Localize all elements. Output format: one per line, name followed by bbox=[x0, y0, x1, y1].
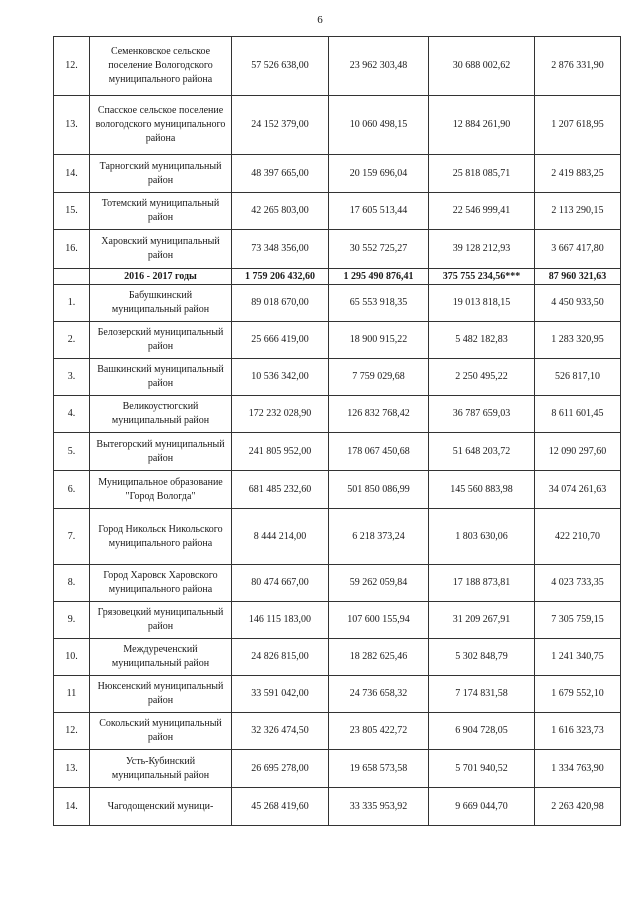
table-row bbox=[54, 96, 621, 155]
amount-local-cell: 1 241 340,75 bbox=[535, 639, 621, 676]
amount-local-cell: 87 960 321,63 bbox=[535, 269, 621, 285]
table-row bbox=[54, 750, 621, 788]
amount-total-cell: 33 591 042,00 bbox=[232, 676, 329, 713]
amount-local-cell: 7 305 759,15 bbox=[535, 602, 621, 639]
amount-local-cell: 1 334 763,90 bbox=[535, 750, 621, 788]
amount-federal-cell: 20 159 696,04 bbox=[329, 155, 429, 193]
row-number-cell: 13. bbox=[54, 96, 90, 155]
municipality-name-cell: Спасское сельское поселение вологодского муниципального района bbox=[90, 96, 232, 155]
municipality-name-cell: Чагодощенский муници- bbox=[90, 788, 232, 826]
row-number-cell: 5. bbox=[54, 433, 90, 471]
municipality-name-cell: Бабушкинский муниципальный район bbox=[90, 285, 232, 322]
municipality-name-cell: Тарногский муниципальный район bbox=[90, 155, 232, 193]
amount-local-cell: 12 090 297,60 bbox=[535, 433, 621, 471]
amount-federal-cell: 18 900 915,22 bbox=[329, 322, 429, 359]
municipality-name-cell: Усть-Кубинский муниципальный район bbox=[90, 750, 232, 788]
amount-total-cell: 146 115 183,00 bbox=[232, 602, 329, 639]
amount-total-cell: 73 348 356,00 bbox=[232, 230, 329, 269]
amount-regional-cell: 2 250 495,22 bbox=[429, 359, 535, 396]
table-row bbox=[54, 788, 621, 826]
amount-regional-cell: 25 818 085,71 bbox=[429, 155, 535, 193]
table-row bbox=[54, 322, 621, 359]
table-row bbox=[54, 193, 621, 230]
amount-federal-cell: 19 658 573,58 bbox=[329, 750, 429, 788]
table-row bbox=[54, 433, 621, 471]
amount-regional-cell: 36 787 659,03 bbox=[429, 396, 535, 433]
amount-federal-cell: 17 605 513,44 bbox=[329, 193, 429, 230]
amount-local-cell: 1 616 323,73 bbox=[535, 713, 621, 750]
municipality-name-cell: Город Харовск Харовского муниципального района bbox=[90, 565, 232, 602]
amount-total-cell: 24 152 379,00 bbox=[232, 96, 329, 155]
amount-regional-cell: 145 560 883,98 bbox=[429, 471, 535, 509]
row-number-cell: 8. bbox=[54, 565, 90, 602]
amount-regional-cell: 31 209 267,91 bbox=[429, 602, 535, 639]
row-number-cell: 12. bbox=[54, 713, 90, 750]
amount-total-cell: 80 474 667,00 bbox=[232, 565, 329, 602]
row-number-cell: 16. bbox=[54, 230, 90, 269]
amount-local-cell: 1 679 552,10 bbox=[535, 676, 621, 713]
amount-local-cell: 422 210,70 bbox=[535, 509, 621, 565]
municipality-name-cell: 2016 - 2017 годы bbox=[90, 269, 232, 285]
table-row bbox=[54, 676, 621, 713]
row-number-cell: 14. bbox=[54, 788, 90, 826]
amount-local-cell: 4 450 933,50 bbox=[535, 285, 621, 322]
row-number-cell: 1. bbox=[54, 285, 90, 322]
amount-total-cell: 57 526 638,00 bbox=[232, 37, 329, 96]
amount-federal-cell: 126 832 768,42 bbox=[329, 396, 429, 433]
municipality-name-cell: Белозерский муниципальный район bbox=[90, 322, 232, 359]
amount-federal-cell: 23 805 422,72 bbox=[329, 713, 429, 750]
amount-local-cell: 4 023 733,35 bbox=[535, 565, 621, 602]
amount-federal-cell: 178 067 450,68 bbox=[329, 433, 429, 471]
table-row bbox=[54, 285, 621, 322]
municipality-name-cell: Муниципальное образование "Город Вологда" bbox=[90, 471, 232, 509]
amount-regional-cell: 375 755 234,56*** bbox=[429, 269, 535, 285]
amount-total-cell: 42 265 803,00 bbox=[232, 193, 329, 230]
amount-total-cell: 241 805 952,00 bbox=[232, 433, 329, 471]
amount-local-cell: 2 876 331,90 bbox=[535, 37, 621, 96]
amount-local-cell: 2 263 420,98 bbox=[535, 788, 621, 826]
municipality-name-cell: Тотемский муниципальный район bbox=[90, 193, 232, 230]
table-row bbox=[54, 639, 621, 676]
amount-federal-cell: 24 736 658,32 bbox=[329, 676, 429, 713]
municipality-name-cell: Грязовецкий муниципальный район bbox=[90, 602, 232, 639]
row-number-cell: 15. bbox=[54, 193, 90, 230]
municipality-name-cell: Вашкинский муниципальный район bbox=[90, 359, 232, 396]
municipality-name-cell: Семенковское сельское поселение Вологодского муниципального района bbox=[90, 37, 232, 96]
page-number: 6 bbox=[317, 14, 323, 26]
row-number-cell bbox=[54, 269, 90, 285]
row-number-cell: 10. bbox=[54, 639, 90, 676]
amount-local-cell: 3 667 417,80 bbox=[535, 230, 621, 269]
amount-regional-cell: 30 688 002,62 bbox=[429, 37, 535, 96]
amount-regional-cell: 22 546 999,41 bbox=[429, 193, 535, 230]
municipality-name-cell: Великоустюгский муниципальный район bbox=[90, 396, 232, 433]
amount-regional-cell: 5 302 848,79 bbox=[429, 639, 535, 676]
amount-local-cell: 34 074 261,63 bbox=[535, 471, 621, 509]
amount-federal-cell: 65 553 918,35 bbox=[329, 285, 429, 322]
row-number-cell: 7. bbox=[54, 509, 90, 565]
amount-regional-cell: 7 174 831,58 bbox=[429, 676, 535, 713]
municipality-name-cell: Харовский муниципальный район bbox=[90, 230, 232, 269]
table-row bbox=[54, 602, 621, 639]
amount-total-cell: 45 268 419,60 bbox=[232, 788, 329, 826]
amount-total-cell: 89 018 670,00 bbox=[232, 285, 329, 322]
amount-federal-cell: 33 335 953,92 bbox=[329, 788, 429, 826]
municipality-name-cell: Вытегорский муниципальный район bbox=[90, 433, 232, 471]
municipality-name-cell: Город Никольск Никольского муниципального района bbox=[90, 509, 232, 565]
municipality-name-cell: Нюксенский муниципальный район bbox=[90, 676, 232, 713]
table-row bbox=[54, 37, 621, 96]
amount-regional-cell: 39 128 212,93 bbox=[429, 230, 535, 269]
row-number-cell: 11 bbox=[54, 676, 90, 713]
amount-total-cell: 172 232 028,90 bbox=[232, 396, 329, 433]
municipality-name-cell: Междуреченский муниципальный район bbox=[90, 639, 232, 676]
row-number-cell: 6. bbox=[54, 471, 90, 509]
table-row bbox=[54, 509, 621, 565]
amount-regional-cell: 5 482 182,83 bbox=[429, 322, 535, 359]
amount-total-cell: 32 326 474,50 bbox=[232, 713, 329, 750]
amount-total-cell: 1 759 206 432,60 bbox=[232, 269, 329, 285]
amount-regional-cell: 12 884 261,90 bbox=[429, 96, 535, 155]
row-number-cell: 9. bbox=[54, 602, 90, 639]
amount-total-cell: 24 826 815,00 bbox=[232, 639, 329, 676]
row-number-cell: 13. bbox=[54, 750, 90, 788]
amount-federal-cell: 501 850 086,99 bbox=[329, 471, 429, 509]
amount-federal-cell: 107 600 155,94 bbox=[329, 602, 429, 639]
amount-federal-cell: 6 218 373,24 bbox=[329, 509, 429, 565]
amount-local-cell: 1 207 618,95 bbox=[535, 96, 621, 155]
table-row bbox=[54, 359, 621, 396]
amount-total-cell: 48 397 665,00 bbox=[232, 155, 329, 193]
amount-federal-cell: 18 282 625,46 bbox=[329, 639, 429, 676]
amount-total-cell: 681 485 232,60 bbox=[232, 471, 329, 509]
amount-federal-cell: 59 262 059,84 bbox=[329, 565, 429, 602]
amount-federal-cell: 1 295 490 876,41 bbox=[329, 269, 429, 285]
municipality-name-cell: Сокольский муниципальный район bbox=[90, 713, 232, 750]
table-row bbox=[54, 230, 621, 269]
row-number-cell: 12. bbox=[54, 37, 90, 96]
funding-table bbox=[53, 36, 621, 826]
amount-local-cell: 526 817,10 bbox=[535, 359, 621, 396]
amount-regional-cell: 9 669 044,70 bbox=[429, 788, 535, 826]
table-row bbox=[54, 396, 621, 433]
amount-regional-cell: 6 904 728,05 bbox=[429, 713, 535, 750]
row-number-cell: 4. bbox=[54, 396, 90, 433]
amount-local-cell: 2 419 883,25 bbox=[535, 155, 621, 193]
table-row bbox=[54, 565, 621, 602]
amount-federal-cell: 23 962 303,48 bbox=[329, 37, 429, 96]
table-row bbox=[54, 471, 621, 509]
amount-total-cell: 25 666 419,00 bbox=[232, 322, 329, 359]
table-row bbox=[54, 155, 621, 193]
amount-federal-cell: 30 552 725,27 bbox=[329, 230, 429, 269]
amount-regional-cell: 1 803 630,06 bbox=[429, 509, 535, 565]
amount-total-cell: 10 536 342,00 bbox=[232, 359, 329, 396]
amount-total-cell: 26 695 278,00 bbox=[232, 750, 329, 788]
table-total-row bbox=[54, 269, 621, 285]
table-row bbox=[54, 713, 621, 750]
amount-local-cell: 1 283 320,95 bbox=[535, 322, 621, 359]
amount-regional-cell: 17 188 873,81 bbox=[429, 565, 535, 602]
row-number-cell: 14. bbox=[54, 155, 90, 193]
row-number-cell: 3. bbox=[54, 359, 90, 396]
amount-regional-cell: 5 701 940,52 bbox=[429, 750, 535, 788]
amount-federal-cell: 10 060 498,15 bbox=[329, 96, 429, 155]
amount-federal-cell: 7 759 029,68 bbox=[329, 359, 429, 396]
amount-regional-cell: 19 013 818,15 bbox=[429, 285, 535, 322]
amount-local-cell: 8 611 601,45 bbox=[535, 396, 621, 433]
amount-total-cell: 8 444 214,00 bbox=[232, 509, 329, 565]
amount-local-cell: 2 113 290,15 bbox=[535, 193, 621, 230]
amount-regional-cell: 51 648 203,72 bbox=[429, 433, 535, 471]
row-number-cell: 2. bbox=[54, 322, 90, 359]
